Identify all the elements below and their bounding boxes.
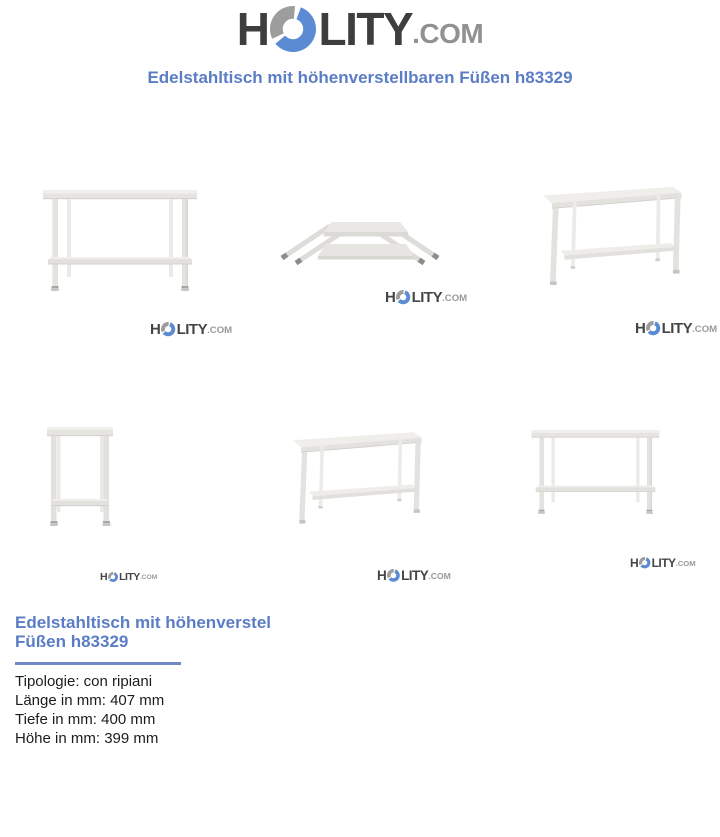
logo-text-com: .COM [442, 292, 468, 304]
logo-text-com: .COM [139, 573, 158, 581]
logo-text-com: .COM [675, 559, 696, 568]
logo-text-lity: LITY [411, 289, 443, 306]
holity-o-icon [108, 572, 118, 582]
logo-text-lity: LITY [651, 556, 676, 570]
logo-text-h: H [630, 556, 639, 570]
table-front-view-photo [529, 425, 662, 518]
divider [15, 662, 181, 665]
table-angled-view-photo [280, 426, 432, 528]
spec-list [15, 672, 445, 748]
holity-watermark-logo [100, 572, 157, 583]
gallery-image-front-view[interactable] [28, 158, 233, 344]
logo-text-lity: LITY [318, 3, 413, 55]
holity-o-icon [396, 290, 410, 304]
spec-label: Tiefe in mm : [15, 711, 101, 728]
product-title-line-2: Füßen h83329 [15, 632, 129, 651]
spec-row-tiefe [15, 710, 445, 729]
page-title: Edelstahltisch mit höhenverstellbaren Füßen h83329 [147, 68, 573, 87]
site-header [0, 0, 720, 88]
holity-o-icon [387, 569, 400, 582]
spec-row-laenge [15, 691, 445, 710]
spec-label: Länge in mm : [15, 692, 110, 709]
spec-value: 400 mm [101, 711, 156, 728]
holity-watermark-logo [377, 569, 451, 583]
logo-text-lity: LITY [119, 571, 140, 583]
logo-text-com: .COM [412, 17, 484, 49]
holity-watermark-logo [385, 290, 467, 305]
logo-text-h: H [385, 289, 396, 306]
logo-text-lity: LITY [401, 568, 429, 583]
spec-label: Höhe in mm : [15, 730, 104, 747]
logo-text-h: H [150, 321, 161, 338]
table-parts-photo [270, 186, 450, 298]
logo-text-h: H [635, 320, 646, 337]
logo-text-h: H [377, 568, 387, 583]
holity-o-icon [646, 321, 660, 335]
gallery-image-angled-view[interactable] [262, 398, 462, 588]
holity-o-icon [639, 557, 650, 568]
logo-text-com: .COM [207, 324, 233, 336]
holity-watermark-logo [150, 322, 232, 337]
table-angled-view-photo [530, 180, 692, 290]
logo-text-lity: LITY [176, 321, 208, 338]
gallery-image-angled-view[interactable] [518, 158, 718, 344]
logo-text-lity: LITY [661, 320, 693, 337]
holity-watermark-logo [635, 321, 717, 336]
holity-watermark-logo [630, 557, 696, 569]
spec-row-tipologie [15, 672, 445, 691]
spec-value: 399 mm [104, 730, 159, 747]
holity-o-icon [161, 322, 175, 336]
spec-row-hoehe [15, 729, 445, 748]
gallery-image-disassembled-parts[interactable] [262, 158, 467, 344]
logo-text-com: .COM [692, 323, 718, 335]
table-side-view-photo [40, 415, 120, 541]
holity-o-icon [270, 6, 316, 52]
holity-logo[interactable] [236, 3, 484, 55]
table-front-view-photo [40, 184, 200, 296]
logo-text-h: H [100, 571, 108, 583]
gallery-image-side-view[interactable] [0, 398, 175, 588]
logo-text-h: H [236, 3, 269, 55]
spec-label: Tipologie : [15, 673, 84, 690]
logo-text-com: .COM [428, 571, 451, 582]
spec-value: 407 mm [110, 692, 165, 709]
product-info [15, 613, 445, 748]
gallery-image-front-view[interactable] [518, 398, 713, 588]
spec-value: con ripiani [83, 673, 153, 690]
product-title-line-1: Edelstahltisch mit höhenverstel [15, 613, 272, 632]
